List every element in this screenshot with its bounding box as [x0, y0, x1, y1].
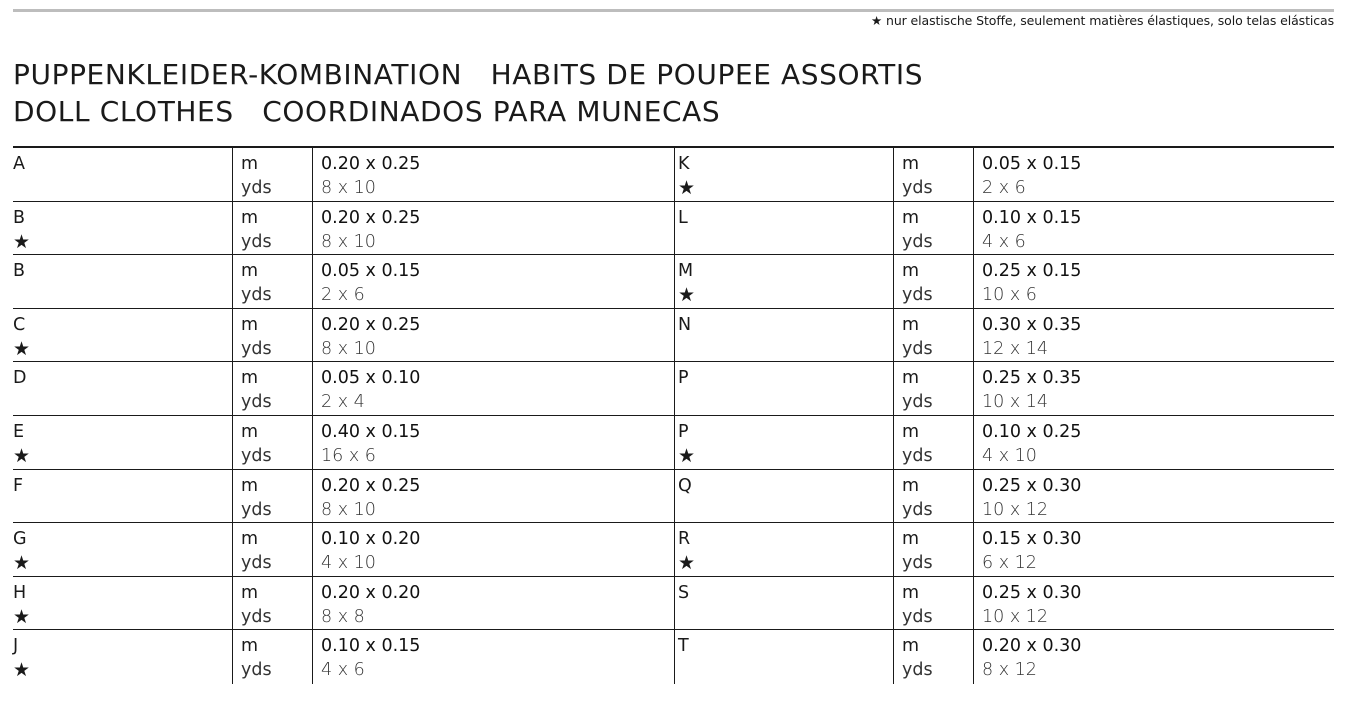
- view-letter-cell: [13, 255, 232, 308]
- unit-cell: [893, 309, 973, 362]
- view-letter: G: [13, 529, 27, 550]
- unit-yds-label: yds: [241, 606, 272, 627]
- size-cell: [973, 577, 1334, 630]
- size-meters: 0.20 x 0.25: [321, 475, 421, 496]
- unit-yds-label: yds: [241, 553, 272, 574]
- size-cell: [312, 309, 674, 362]
- unit-cell: [232, 362, 312, 415]
- unit-m-label: m: [241, 154, 259, 174]
- size-cell: [312, 630, 674, 684]
- size-cell: [312, 255, 674, 308]
- unit-yds-label: yds: [241, 499, 272, 520]
- view-letter-cell: [13, 362, 232, 415]
- elastic-star-icon: ★: [678, 284, 696, 307]
- view-letter-cell: [13, 630, 232, 684]
- unit-cell: [232, 470, 312, 523]
- table-row: [13, 416, 1334, 470]
- size-meters: 0.10 x 0.15: [982, 207, 1082, 228]
- size-yards: 4 x 6: [321, 660, 365, 681]
- table-row: [13, 309, 1334, 363]
- size-meters: 0.25 x 0.30: [982, 582, 1082, 603]
- table-row: [13, 470, 1334, 524]
- table-row: [13, 148, 1334, 202]
- view-letter: B: [13, 207, 26, 228]
- size-cell: [973, 416, 1334, 469]
- size-meters: 0.05 x 0.10: [321, 368, 421, 389]
- unit-cell: [232, 577, 312, 630]
- view-letter: C: [13, 314, 26, 335]
- table-row: [13, 255, 1334, 309]
- view-letter: N: [678, 314, 692, 335]
- view-letter: P: [678, 421, 689, 442]
- unit-m-label: m: [241, 421, 259, 442]
- elastic-star-icon: ★: [678, 552, 696, 575]
- size-cell: [973, 523, 1334, 576]
- unit-yds-label: yds: [902, 178, 933, 198]
- size-cell: [973, 630, 1334, 684]
- size-cell: [312, 577, 674, 630]
- table-row: [13, 202, 1334, 256]
- elastic-star-icon: ★: [13, 605, 31, 628]
- size-yards: 4 x 6: [982, 231, 1026, 252]
- view-letter: J: [13, 636, 19, 657]
- unit-cell: [893, 523, 973, 576]
- size-meters: 0.20 x 0.25: [321, 154, 421, 174]
- elastic-star-icon: ★: [678, 177, 696, 199]
- view-letter-cell: [674, 148, 893, 201]
- unit-cell: [893, 416, 973, 469]
- elastic-star-icon: ★: [13, 552, 31, 575]
- size-yards: 8 x 10: [321, 231, 376, 252]
- size-meters: 0.05 x 0.15: [982, 154, 1082, 174]
- size-yards: 2 x 4: [321, 392, 365, 413]
- view-letter: F: [13, 475, 24, 496]
- unit-yds-label: yds: [902, 338, 933, 359]
- unit-yds-label: yds: [902, 499, 933, 520]
- unit-cell: [893, 255, 973, 308]
- view-letter-cell: [674, 362, 893, 415]
- view-letter: E: [13, 421, 25, 442]
- view-letter: K: [678, 154, 690, 174]
- view-letter-cell: [674, 255, 893, 308]
- elastic-fabric-note: ★ nur elastische Stoffe, seulement matières élastiques, solo telas elásticas: [871, 13, 1334, 28]
- unit-m-label: m: [902, 314, 920, 335]
- view-letter: D: [13, 368, 27, 389]
- unit-yds-label: yds: [241, 445, 272, 466]
- unit-yds-label: yds: [241, 285, 272, 306]
- size-meters: 0.25 x 0.35: [982, 368, 1082, 389]
- unit-m-label: m: [241, 636, 259, 657]
- unit-m-label: m: [241, 529, 259, 550]
- unit-yds-label: yds: [902, 606, 933, 627]
- unit-cell: [893, 630, 973, 684]
- unit-m-label: m: [902, 529, 920, 550]
- view-letter: B: [13, 261, 26, 282]
- unit-cell: [232, 630, 312, 684]
- size-yards: 12 x 14: [982, 338, 1049, 359]
- unit-yds-label: yds: [241, 338, 272, 359]
- view-letter: M: [678, 261, 694, 282]
- elastic-star-icon: ★: [678, 444, 696, 467]
- size-cell: [973, 309, 1334, 362]
- size-yards: 10 x 14: [982, 392, 1049, 413]
- size-meters: 0.10 x 0.25: [982, 421, 1082, 442]
- fabric-requirements-table: [13, 146, 1334, 684]
- view-letter-cell: [674, 523, 893, 576]
- title-line-2: DOLL CLOTHES COORDINADOS PARA MUNECAS: [13, 95, 721, 128]
- unit-m-label: m: [241, 314, 259, 335]
- size-meters: 0.30 x 0.35: [982, 314, 1082, 335]
- view-letter-cell: [674, 630, 893, 684]
- unit-m-label: m: [902, 154, 920, 174]
- unit-yds-label: yds: [902, 285, 933, 306]
- unit-m-label: m: [241, 475, 259, 496]
- view-letter-cell: [13, 523, 232, 576]
- view-letter-cell: [13, 202, 232, 255]
- view-letter: S: [678, 582, 690, 603]
- size-meters: 0.10 x 0.20: [321, 529, 421, 550]
- unit-m-label: m: [902, 475, 920, 496]
- table-row: [13, 577, 1334, 631]
- size-cell: [973, 255, 1334, 308]
- unit-yds-label: yds: [241, 178, 272, 198]
- size-meters: 0.25 x 0.30: [982, 475, 1082, 496]
- unit-cell: [232, 523, 312, 576]
- unit-cell: [232, 148, 312, 201]
- elastic-star-icon: ★: [13, 659, 31, 682]
- size-cell: [973, 202, 1334, 255]
- unit-cell: [232, 202, 312, 255]
- view-letter-cell: [674, 470, 893, 523]
- view-letter: R: [678, 529, 691, 550]
- view-letter-cell: [674, 202, 893, 255]
- size-yards: 10 x 6: [982, 285, 1037, 306]
- size-yards: 8 x 12: [982, 660, 1037, 681]
- size-cell: [312, 202, 674, 255]
- size-yards: 8 x 10: [321, 338, 376, 359]
- size-cell: [973, 362, 1334, 415]
- view-letter-cell: [674, 577, 893, 630]
- size-yards: 4 x 10: [321, 553, 376, 574]
- unit-m-label: m: [241, 582, 259, 603]
- view-letter-cell: [13, 470, 232, 523]
- unit-m-label: m: [241, 207, 259, 228]
- size-yards: 16 x 6: [321, 445, 376, 466]
- size-meters: 0.40 x 0.15: [321, 421, 421, 442]
- size-yards: 8 x 8: [321, 606, 365, 627]
- size-cell: [312, 148, 674, 201]
- page-title: [13, 56, 923, 130]
- table-row: [13, 362, 1334, 416]
- view-letter: T: [678, 636, 689, 657]
- size-yards: 8 x 10: [321, 499, 376, 520]
- view-letter-cell: [13, 148, 232, 201]
- view-letter: H: [13, 582, 27, 603]
- size-meters: 0.20 x 0.20: [321, 582, 421, 603]
- size-cell: [312, 416, 674, 469]
- unit-cell: [893, 362, 973, 415]
- unit-yds-label: yds: [902, 445, 933, 466]
- unit-yds-label: yds: [902, 392, 933, 413]
- unit-cell: [893, 202, 973, 255]
- unit-m-label: m: [241, 368, 259, 389]
- view-letter: A: [13, 154, 25, 174]
- view-letter: L: [678, 207, 688, 228]
- unit-cell: [232, 309, 312, 362]
- view-letter: P: [678, 368, 689, 389]
- unit-cell: [232, 416, 312, 469]
- top-rule: [13, 9, 1334, 12]
- size-yards: 10 x 12: [982, 606, 1049, 627]
- unit-yds-label: yds: [241, 231, 272, 252]
- unit-m-label: m: [902, 582, 920, 603]
- size-meters: 0.25 x 0.15: [982, 261, 1082, 282]
- view-letter-cell: [674, 309, 893, 362]
- size-meters: 0.20 x 0.30: [982, 636, 1082, 657]
- size-yards: 2 x 6: [982, 178, 1026, 198]
- unit-yds-label: yds: [902, 231, 933, 252]
- size-meters: 0.20 x 0.25: [321, 314, 421, 335]
- size-yards: 2 x 6: [321, 285, 365, 306]
- view-letter-cell: [674, 416, 893, 469]
- size-cell: [312, 470, 674, 523]
- size-yards: 10 x 12: [982, 499, 1049, 520]
- view-letter-cell: [13, 309, 232, 362]
- unit-m-label: m: [902, 636, 920, 657]
- size-yards: 6 x 12: [982, 553, 1037, 574]
- size-meters: 0.15 x 0.30: [982, 529, 1082, 550]
- size-cell: [312, 523, 674, 576]
- elastic-star-icon: ★: [13, 444, 31, 467]
- table-row: [13, 523, 1334, 577]
- unit-m-label: m: [241, 261, 259, 282]
- unit-yds-label: yds: [902, 553, 933, 574]
- size-meters: 0.10 x 0.15: [321, 636, 421, 657]
- unit-cell: [893, 148, 973, 201]
- view-letter-cell: [13, 416, 232, 469]
- size-yards: 4 x 10: [982, 445, 1037, 466]
- size-cell: [973, 148, 1334, 201]
- unit-m-label: m: [902, 261, 920, 282]
- unit-yds-label: yds: [241, 392, 272, 413]
- elastic-star-icon: ★: [13, 337, 31, 360]
- view-letter: Q: [678, 475, 692, 496]
- unit-cell: [232, 255, 312, 308]
- unit-cell: [893, 577, 973, 630]
- unit-m-label: m: [902, 421, 920, 442]
- size-meters: 0.05 x 0.15: [321, 261, 421, 282]
- size-cell: [973, 470, 1334, 523]
- table-row: [13, 630, 1334, 684]
- unit-m-label: m: [902, 368, 920, 389]
- unit-yds-label: yds: [241, 660, 272, 681]
- size-cell: [312, 362, 674, 415]
- view-letter-cell: [13, 577, 232, 630]
- size-meters: 0.20 x 0.25: [321, 207, 421, 228]
- size-yards: 8 x 10: [321, 178, 376, 198]
- unit-cell: [893, 470, 973, 523]
- unit-m-label: m: [902, 207, 920, 228]
- title-line-1: PUPPENKLEIDER-KOMBINATION HABITS DE POUPEE ASSORTIS: [13, 58, 924, 91]
- elastic-star-icon: ★: [13, 230, 31, 253]
- unit-yds-label: yds: [902, 660, 933, 681]
